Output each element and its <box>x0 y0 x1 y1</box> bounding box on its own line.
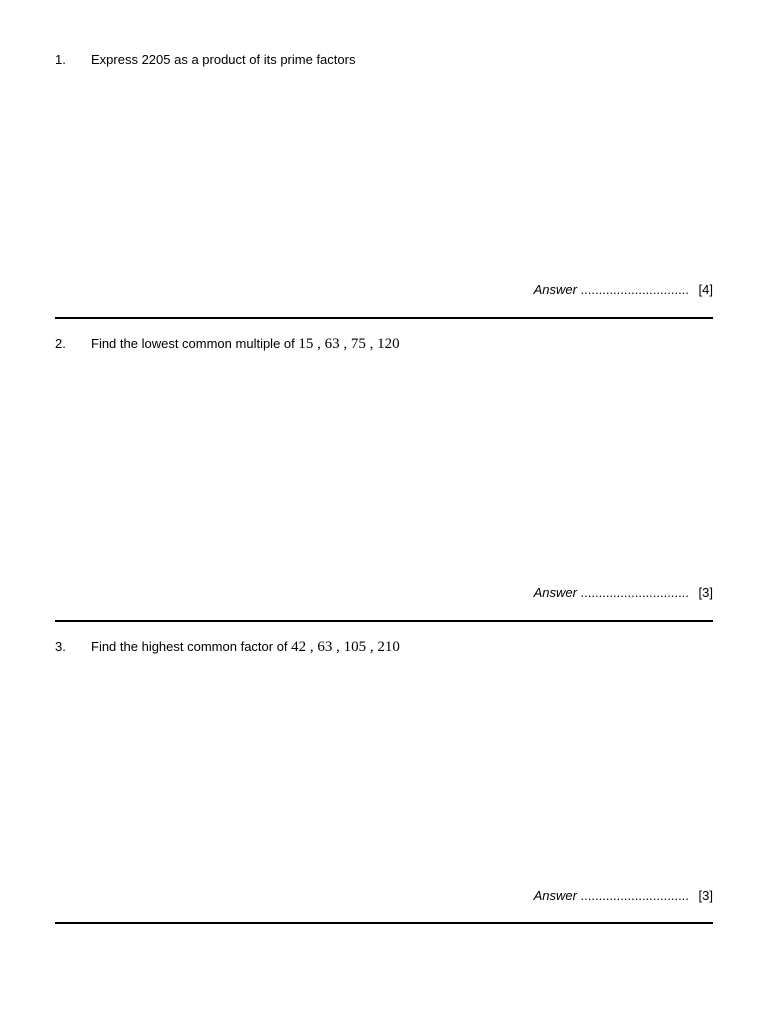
marks-label: [3] <box>698 888 713 903</box>
answer-row <box>534 282 713 298</box>
answer-blank[interactable]: .............................. <box>580 585 689 600</box>
answer-label: Answer <box>533 888 577 903</box>
question-text <box>91 639 400 655</box>
question-number: 2. <box>55 336 66 351</box>
question-text <box>91 336 400 352</box>
question-math: 15 , 63 , 75 , 120 <box>298 336 400 352</box>
question-text-main: Express 2205 as a product of its prime factors <box>91 52 356 67</box>
question-number: 1. <box>55 52 66 67</box>
answer-row <box>534 888 713 904</box>
answer-row <box>534 585 713 601</box>
question-math: 42 , 63 , 105 , 210 <box>291 639 400 655</box>
section-divider <box>55 922 713 924</box>
answer-blank[interactable]: .............................. <box>580 888 689 903</box>
section-divider <box>55 620 713 622</box>
question-text <box>91 52 355 68</box>
question-text-main: Find the highest common factor of <box>91 639 292 654</box>
answer-label: Answer <box>533 282 577 297</box>
marks-label: [3] <box>698 585 713 600</box>
answer-blank[interactable]: .............................. <box>580 282 689 297</box>
question-text-main: Find the lowest common multiple of <box>91 336 299 351</box>
marks-label: [4] <box>698 282 713 297</box>
section-divider <box>55 317 713 319</box>
answer-label: Answer <box>533 585 577 600</box>
question-number: 3. <box>55 639 66 654</box>
